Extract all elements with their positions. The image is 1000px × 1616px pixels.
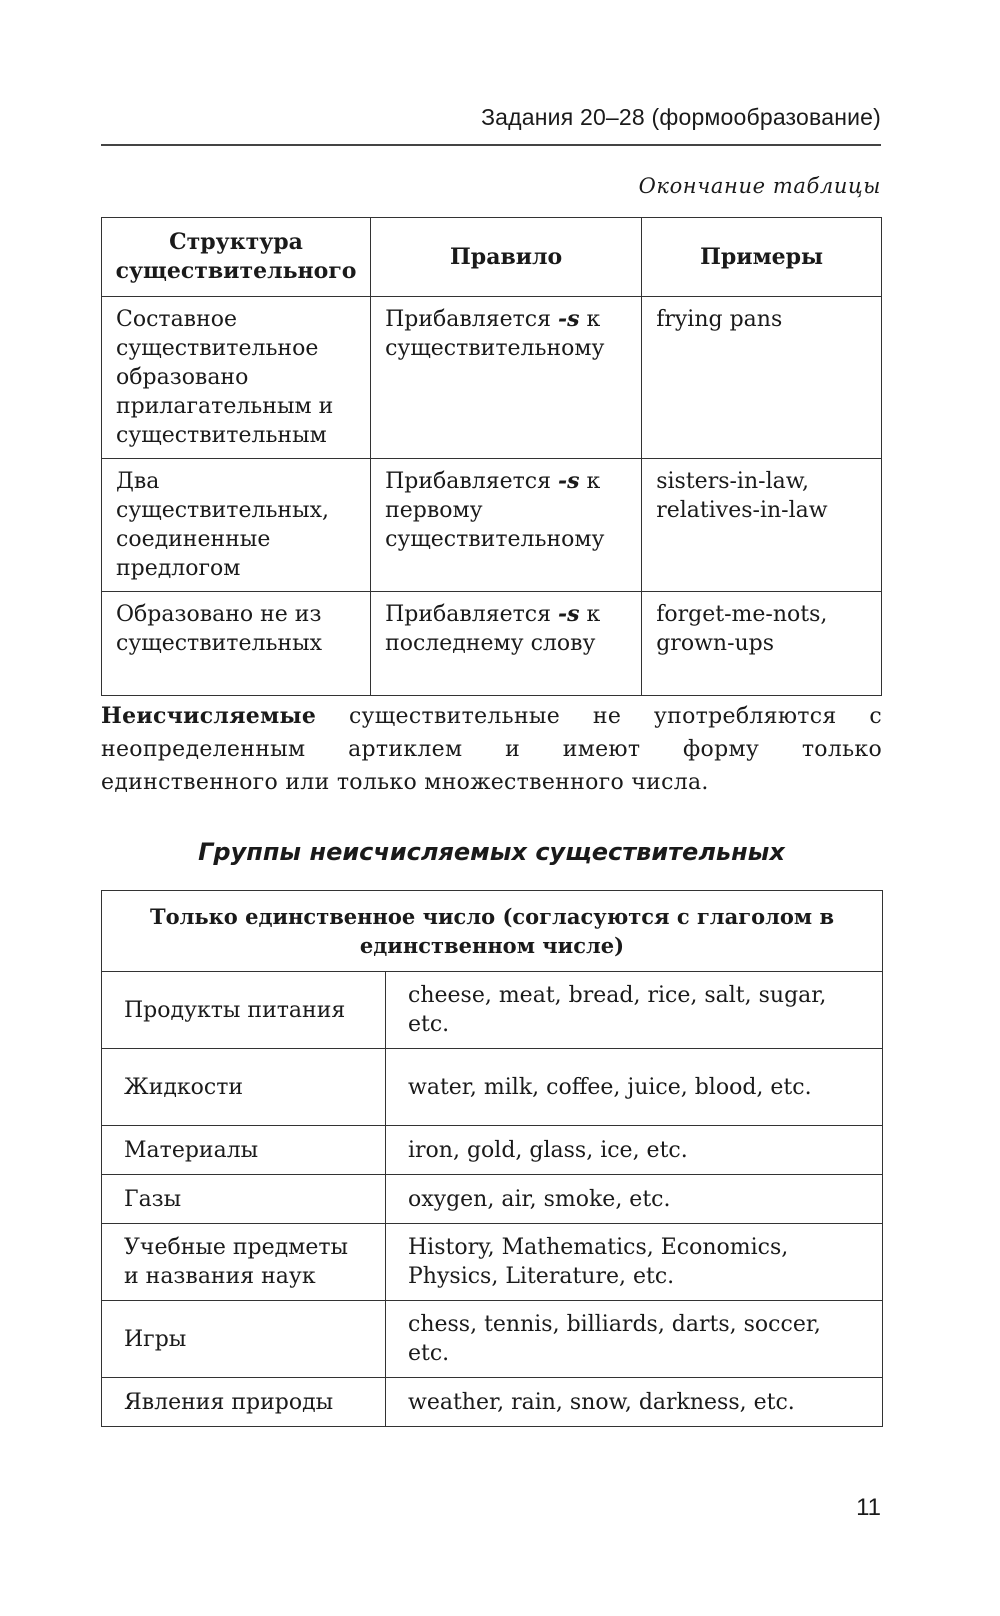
table-row — [102, 1301, 883, 1378]
table-row — [102, 459, 882, 592]
group-cell: Газы — [102, 1175, 386, 1224]
examples-cell: weather, rain, snow, darkness, etc. — [386, 1378, 883, 1427]
plural-rules-table — [101, 217, 882, 696]
group-cell: Материалы — [102, 1126, 386, 1175]
section-title: Группы неисчисляемых существительных — [198, 838, 785, 866]
table-header-row — [102, 218, 882, 297]
table-row — [102, 972, 883, 1049]
column-header-structure: Структура существительного — [102, 218, 371, 297]
group-cell: Явления природы — [102, 1378, 386, 1427]
examples-cell: sisters-in-law, relatives-in-law — [642, 459, 882, 592]
rule-cell: Прибавляется -s к существительному — [371, 297, 642, 459]
examples-cell: cheese, meat, bread, rice, salt, sugar, etc. — [386, 972, 883, 1049]
table-row — [102, 1126, 883, 1175]
group-cell: Жидкости — [102, 1049, 386, 1126]
structure-cell: Два существительных, соединенные предлогом — [102, 459, 371, 592]
examples-cell: History, Mathematics, Economics, Physics, Literature, etc. — [386, 1224, 883, 1301]
table-row — [102, 1175, 883, 1224]
group-cell: Продукты питания — [102, 972, 386, 1049]
examples-cell: forget-me-nots, grown-ups — [642, 592, 882, 696]
table-header: Только единственное число (согласуются с глаголом в единственном числе) — [102, 891, 883, 972]
bold-term: Неисчисляемые — [101, 703, 317, 729]
running-header: Задания 20–28 (формообразование) — [481, 104, 881, 130]
structure-cell: Образовано не из существительных — [102, 592, 371, 696]
rule-cell: Прибавляется -s к первому существительному — [371, 459, 642, 592]
table-row — [102, 1224, 883, 1301]
table-caption: Окончание таблицы — [638, 174, 881, 198]
group-cell: Игры — [102, 1301, 386, 1378]
examples-cell: chess, tennis, billiards, darts, soccer, etc. — [386, 1301, 883, 1378]
examples-cell: iron, gold, glass, ice, etc. — [386, 1126, 883, 1175]
examples-cell: frying pans — [642, 297, 882, 459]
header-divider — [101, 144, 881, 146]
table-row — [102, 592, 882, 696]
table-row — [102, 297, 882, 459]
rule-cell: Прибавляется -s к последнему слову — [371, 592, 642, 696]
paragraph-text: существительные не употребляются с неопределенным артиклем и имеют форму только единственного или только множественного числа. — [101, 704, 882, 795]
uncountable-groups-table — [101, 890, 883, 1427]
column-header-examples: Примеры — [642, 218, 882, 297]
examples-cell: water, milk, coffee, juice, blood, etc. — [386, 1049, 883, 1126]
examples-cell: oxygen, air, smoke, etc. — [386, 1175, 883, 1224]
group-cell: Учебные предметы и названия наук — [102, 1224, 386, 1301]
table-row — [102, 1049, 883, 1126]
table-header-row — [102, 891, 883, 972]
column-header-rule: Правило — [371, 218, 642, 297]
page-number: 11 — [856, 1494, 881, 1521]
table-row — [102, 1378, 883, 1427]
structure-cell: Составное существительное образовано прилагательным и существительным — [102, 297, 371, 459]
uncountable-paragraph — [101, 700, 882, 799]
